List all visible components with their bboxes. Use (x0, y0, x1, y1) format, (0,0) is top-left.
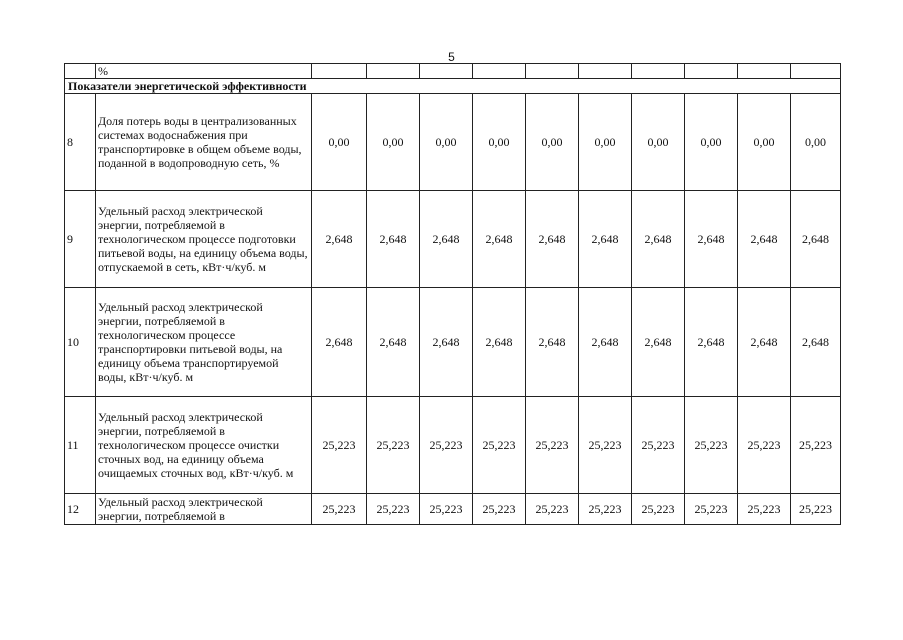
page-number: 5 (448, 50, 455, 64)
value-cell: 0,00 (526, 94, 579, 191)
value-cell: 2,648 (473, 288, 526, 397)
value-cell: 25,223 (420, 494, 473, 525)
unit-row-label: % (96, 64, 312, 79)
row-number: 10 (65, 288, 96, 397)
value-cell: 25,223 (473, 397, 526, 494)
row-number: 12 (65, 494, 96, 525)
indicator-name: Удельный расход электрической энергии, потребляемой в технологическом процессе подготовки питьевой воды, на единицу объема воды, отпускаемой в сеть, кВт·ч/куб. м (96, 191, 312, 288)
value-cell: 0,00 (473, 94, 526, 191)
value-cell: 25,223 (367, 494, 420, 525)
value-cell: 25,223 (312, 494, 367, 525)
value-cell: 2,648 (526, 288, 579, 397)
value-cell: 2,648 (367, 288, 420, 397)
indicator-name: Доля потерь воды в централизованных системах водоснабжения при транспортировке в общем объеме воды, поданной в водопроводную сеть, % (96, 94, 312, 191)
value-cell: 2,648 (420, 191, 473, 288)
unit-row (65, 64, 841, 79)
value-cell: 2,648 (526, 191, 579, 288)
table-row (65, 288, 841, 397)
row-number: 8 (65, 94, 96, 191)
value-cell: 25,223 (791, 494, 841, 525)
indicator-name: Удельный расход электрической энергии, потребляемой в (96, 494, 312, 525)
value-cell: 2,648 (367, 191, 420, 288)
value-cell: 0,00 (685, 94, 738, 191)
value-cell: 25,223 (473, 494, 526, 525)
value-cell: 25,223 (791, 397, 841, 494)
value-cell: 2,648 (579, 288, 632, 397)
value-cell: 0,00 (791, 94, 841, 191)
value-cell: 0,00 (738, 94, 791, 191)
value-cell: 2,648 (685, 191, 738, 288)
value-cell: 25,223 (685, 397, 738, 494)
table-row (65, 191, 841, 288)
value-cell: 0,00 (579, 94, 632, 191)
value-cell: 25,223 (632, 494, 685, 525)
value-cell: 25,223 (685, 494, 738, 525)
indicator-name: Удельный расход электрической энергии, потребляемой в технологическом процессе очистки сточных вод, на единицу объема очищаемых сточных вод, кВт·ч/куб. м (96, 397, 312, 494)
value-cell: 0,00 (420, 94, 473, 191)
value-cell: 2,648 (632, 191, 685, 288)
unit-row-num-cell (65, 64, 96, 79)
value-cell: 25,223 (738, 397, 791, 494)
value-cell: 25,223 (579, 397, 632, 494)
value-cell: 25,223 (632, 397, 685, 494)
value-cell: 2,648 (632, 288, 685, 397)
value-cell: 0,00 (312, 94, 367, 191)
value-cell: 0,00 (632, 94, 685, 191)
value-cell: 2,648 (312, 288, 367, 397)
value-cell: 0,00 (367, 94, 420, 191)
indicator-name: Удельный расход электрической энергии, потребляемой в технологическом процессе транспортировки питьевой воды, на единицу объема транспортируемой воды, кВт·ч/куб. м (96, 288, 312, 397)
value-cell: 2,648 (685, 288, 738, 397)
value-cell: 25,223 (738, 494, 791, 525)
section-title: Показатели энергетической эффективности (65, 79, 841, 94)
value-cell: 2,648 (738, 191, 791, 288)
table-row (65, 94, 841, 191)
row-number: 9 (65, 191, 96, 288)
value-cell: 2,648 (738, 288, 791, 397)
value-cell: 25,223 (526, 494, 579, 525)
value-cell: 2,648 (473, 191, 526, 288)
value-cell: 2,648 (791, 191, 841, 288)
section-row (65, 79, 841, 94)
value-cell: 25,223 (312, 397, 367, 494)
value-cell: 25,223 (367, 397, 420, 494)
value-cell: 25,223 (579, 494, 632, 525)
value-cell: 2,648 (312, 191, 367, 288)
indicators-table (64, 63, 841, 525)
value-cell: 25,223 (526, 397, 579, 494)
row-number: 11 (65, 397, 96, 494)
table-row (65, 397, 841, 494)
value-cell: 2,648 (791, 288, 841, 397)
value-cell: 2,648 (420, 288, 473, 397)
table-row (65, 494, 841, 525)
value-cell: 25,223 (420, 397, 473, 494)
value-cell: 2,648 (579, 191, 632, 288)
